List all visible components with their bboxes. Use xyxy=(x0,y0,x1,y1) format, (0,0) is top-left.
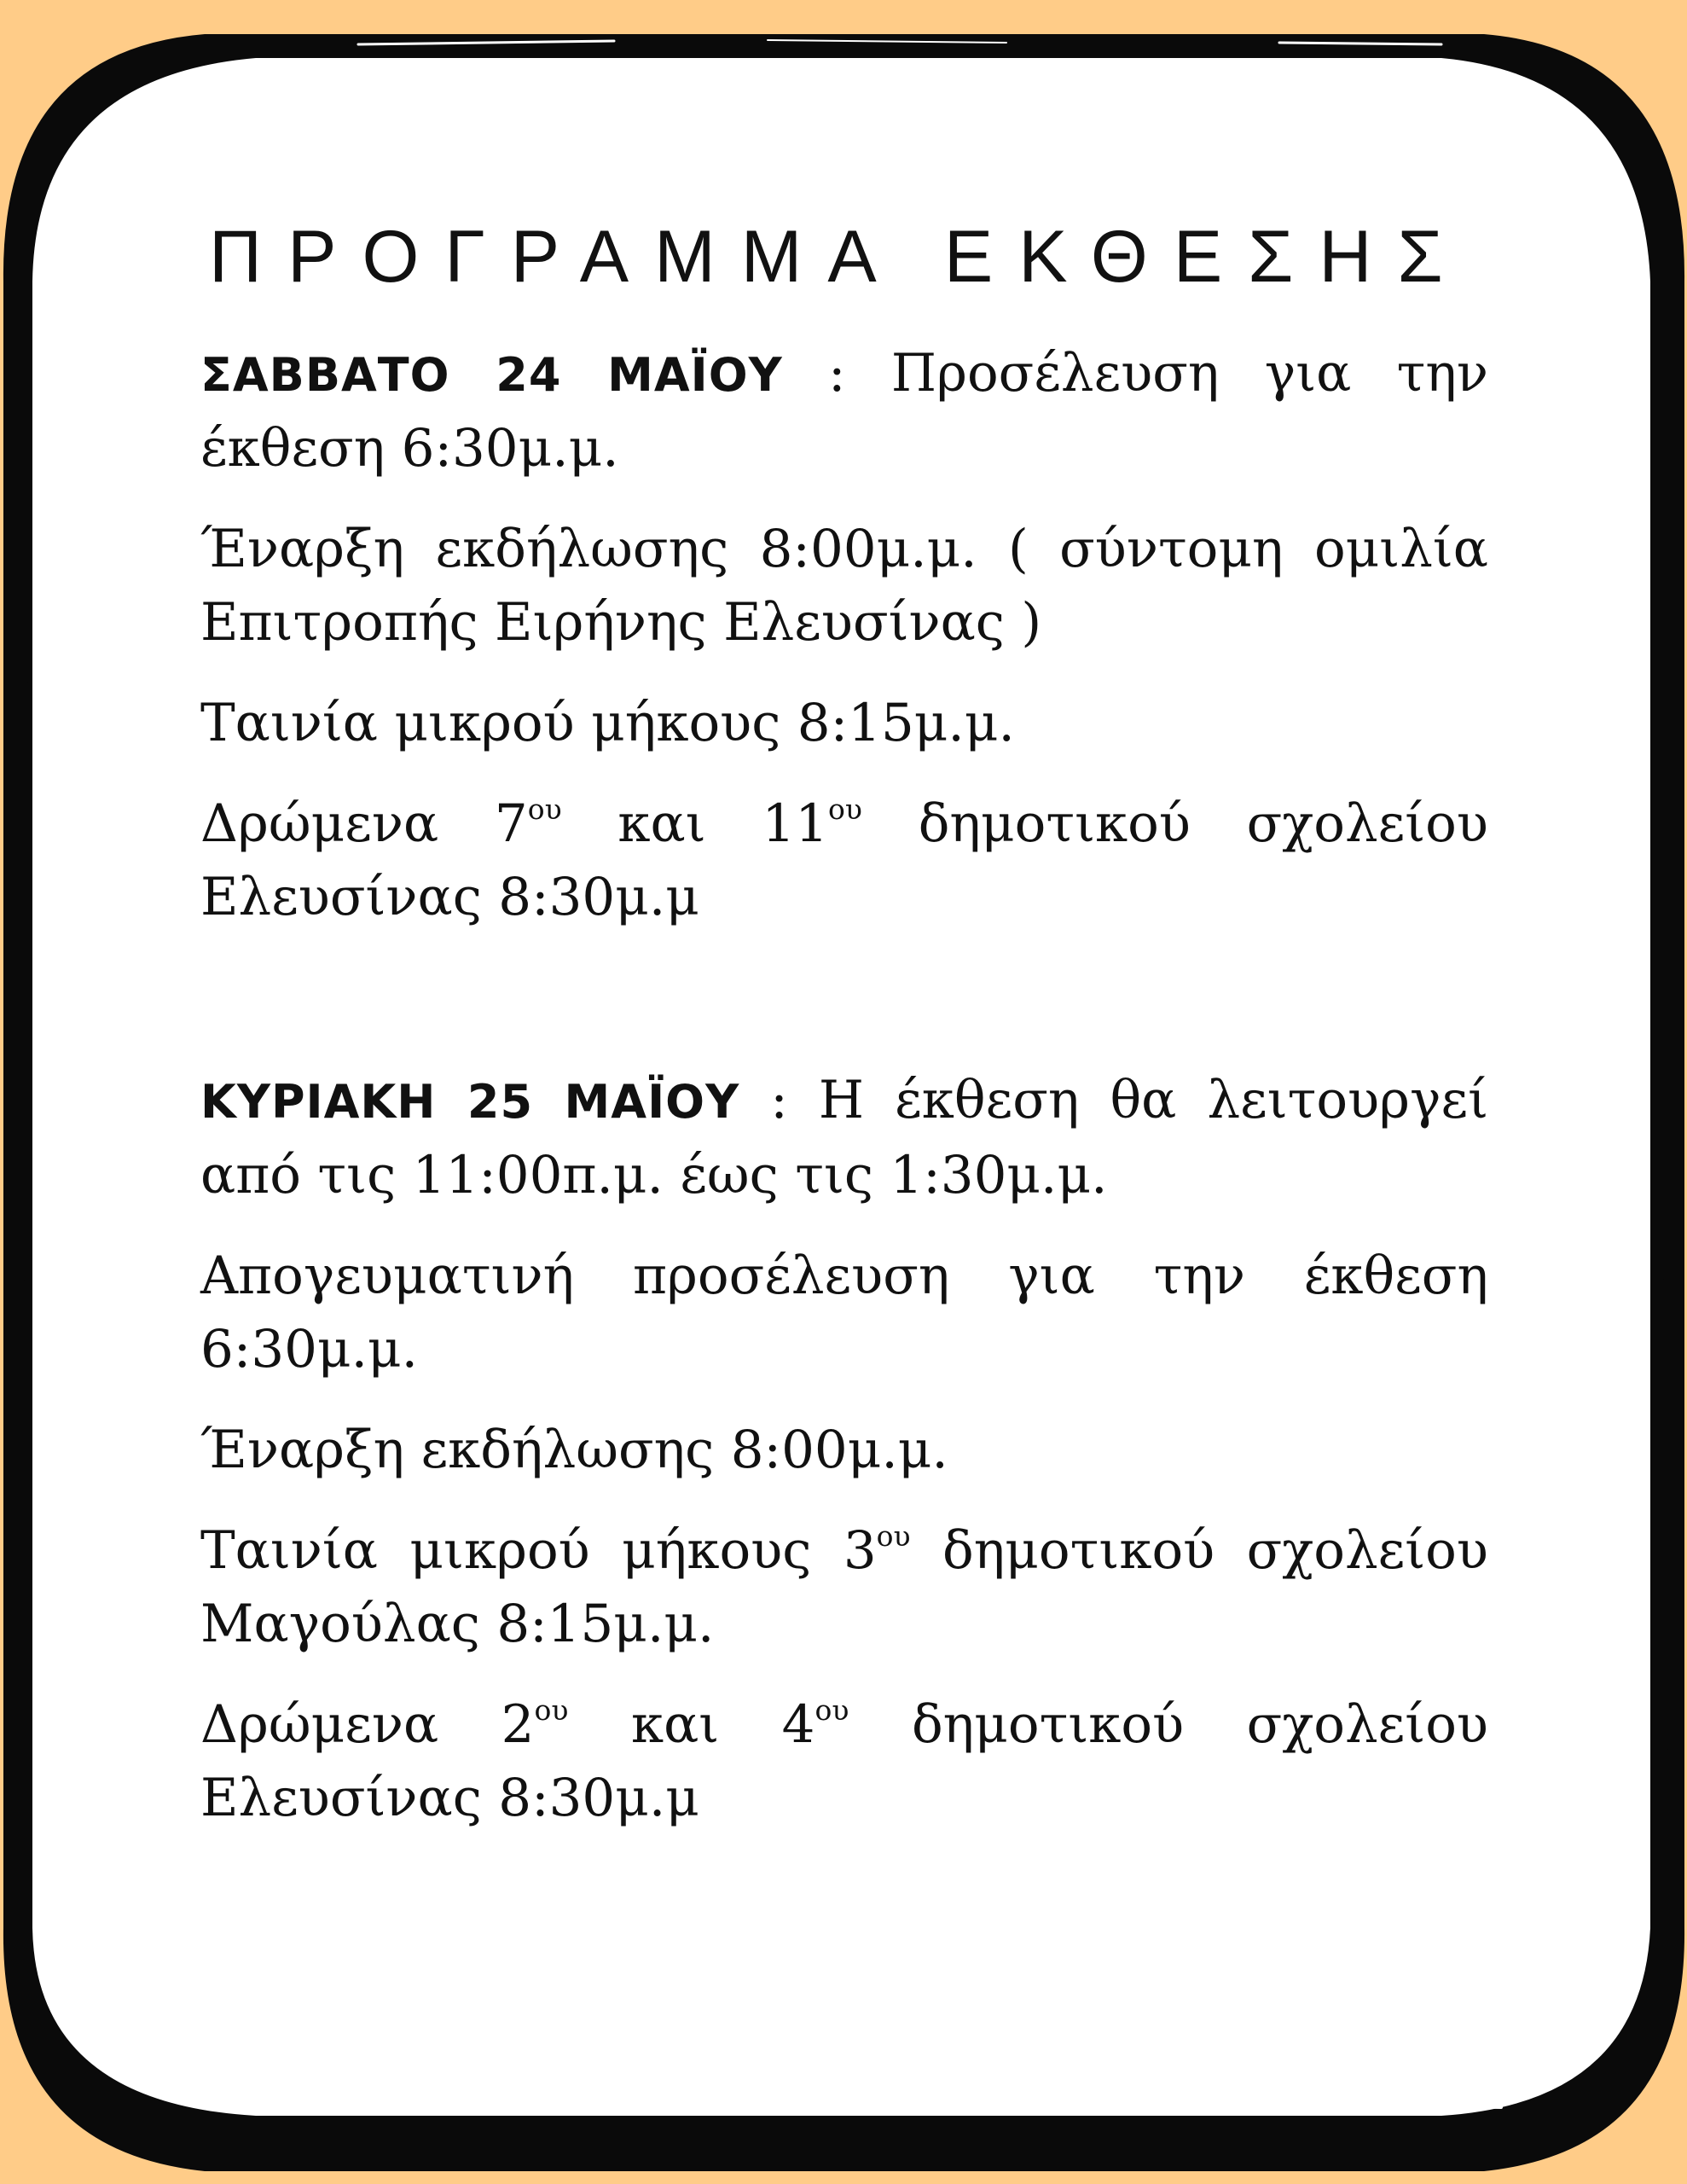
saturday-opening: Έναρξη εκδήλωσης 8:00μ.μ. ( σύντομη ομιλία Επιτροπής Ειρήνης Ελευσίνας ) xyxy=(200,519,1488,653)
sunday-dromena-sup-2: ου xyxy=(815,1693,849,1727)
sunday-film-part-b: δημοτικού σχολείου Μαγούλας 8:15μ.μ. xyxy=(200,1520,1488,1654)
sunday-film xyxy=(200,1514,1488,1661)
saturday-arrival xyxy=(200,337,1488,485)
section-gap xyxy=(200,961,1488,1064)
saturday-label: ΣΑΒΒΑΤΟ 24 ΜΑΪΟΥ xyxy=(200,348,783,402)
saturday-film: Ταινία μικρού μήκους 8:15μ.μ. xyxy=(200,693,1015,753)
saturday-dromena-part-b: και 11 xyxy=(561,793,829,854)
saturday-dromena-sup-2: ου xyxy=(828,793,862,826)
sunday-hours xyxy=(200,1064,1488,1212)
sunday-label: ΚΥΡΙΑΚΗ 25 ΜΑΪΟΥ xyxy=(200,1075,740,1129)
page-title: ΠΡΟΓΡΑΜΜΑ ΕΚΘΕΣΗΣ xyxy=(209,216,1469,298)
sunday-dromena-part-a: Δρώμενα 2 xyxy=(200,1694,535,1755)
exhibition-program xyxy=(200,209,1488,1862)
saturday-dromena-part-a: Δρώμενα 7 xyxy=(200,793,528,854)
sunday-opening: Έναρξη εκδήλωσης 8:00μ.μ. xyxy=(200,1420,948,1480)
sunday-film-sup: ου xyxy=(876,1519,911,1553)
saturday-dromena xyxy=(200,787,1488,934)
saturday-arrival-text: : Προσέλευση για την έκθεση 6:30μ.μ. xyxy=(200,343,1489,479)
sunday-dromena-sup-1: ου xyxy=(534,1693,569,1727)
sunday-dromena-part-c: δημοτικού σχολείου Ελευσίνας 8:30μ.μ xyxy=(200,1694,1488,1828)
sunday-dromena xyxy=(200,1688,1488,1835)
sunday-hours-text: : Η έκθεση θα λειτουργεί από τις 11:00π.μ. έως τις 1:30μ.μ. xyxy=(200,1070,1489,1205)
sunday-arrival: Απογευματινή προσέλευση για την έκθεση 6:30μ.μ. xyxy=(200,1246,1488,1380)
sunday-film-part-a: Ταινία μικρού μήκους 3 xyxy=(200,1520,877,1581)
saturday-dromena-part-c: δημοτικού σχολείου Ελευσίνας 8:30μ.μ xyxy=(200,793,1488,927)
saturday-dromena-sup-1: ου xyxy=(527,793,562,826)
sunday-dromena-part-b: και 4 xyxy=(568,1694,815,1755)
